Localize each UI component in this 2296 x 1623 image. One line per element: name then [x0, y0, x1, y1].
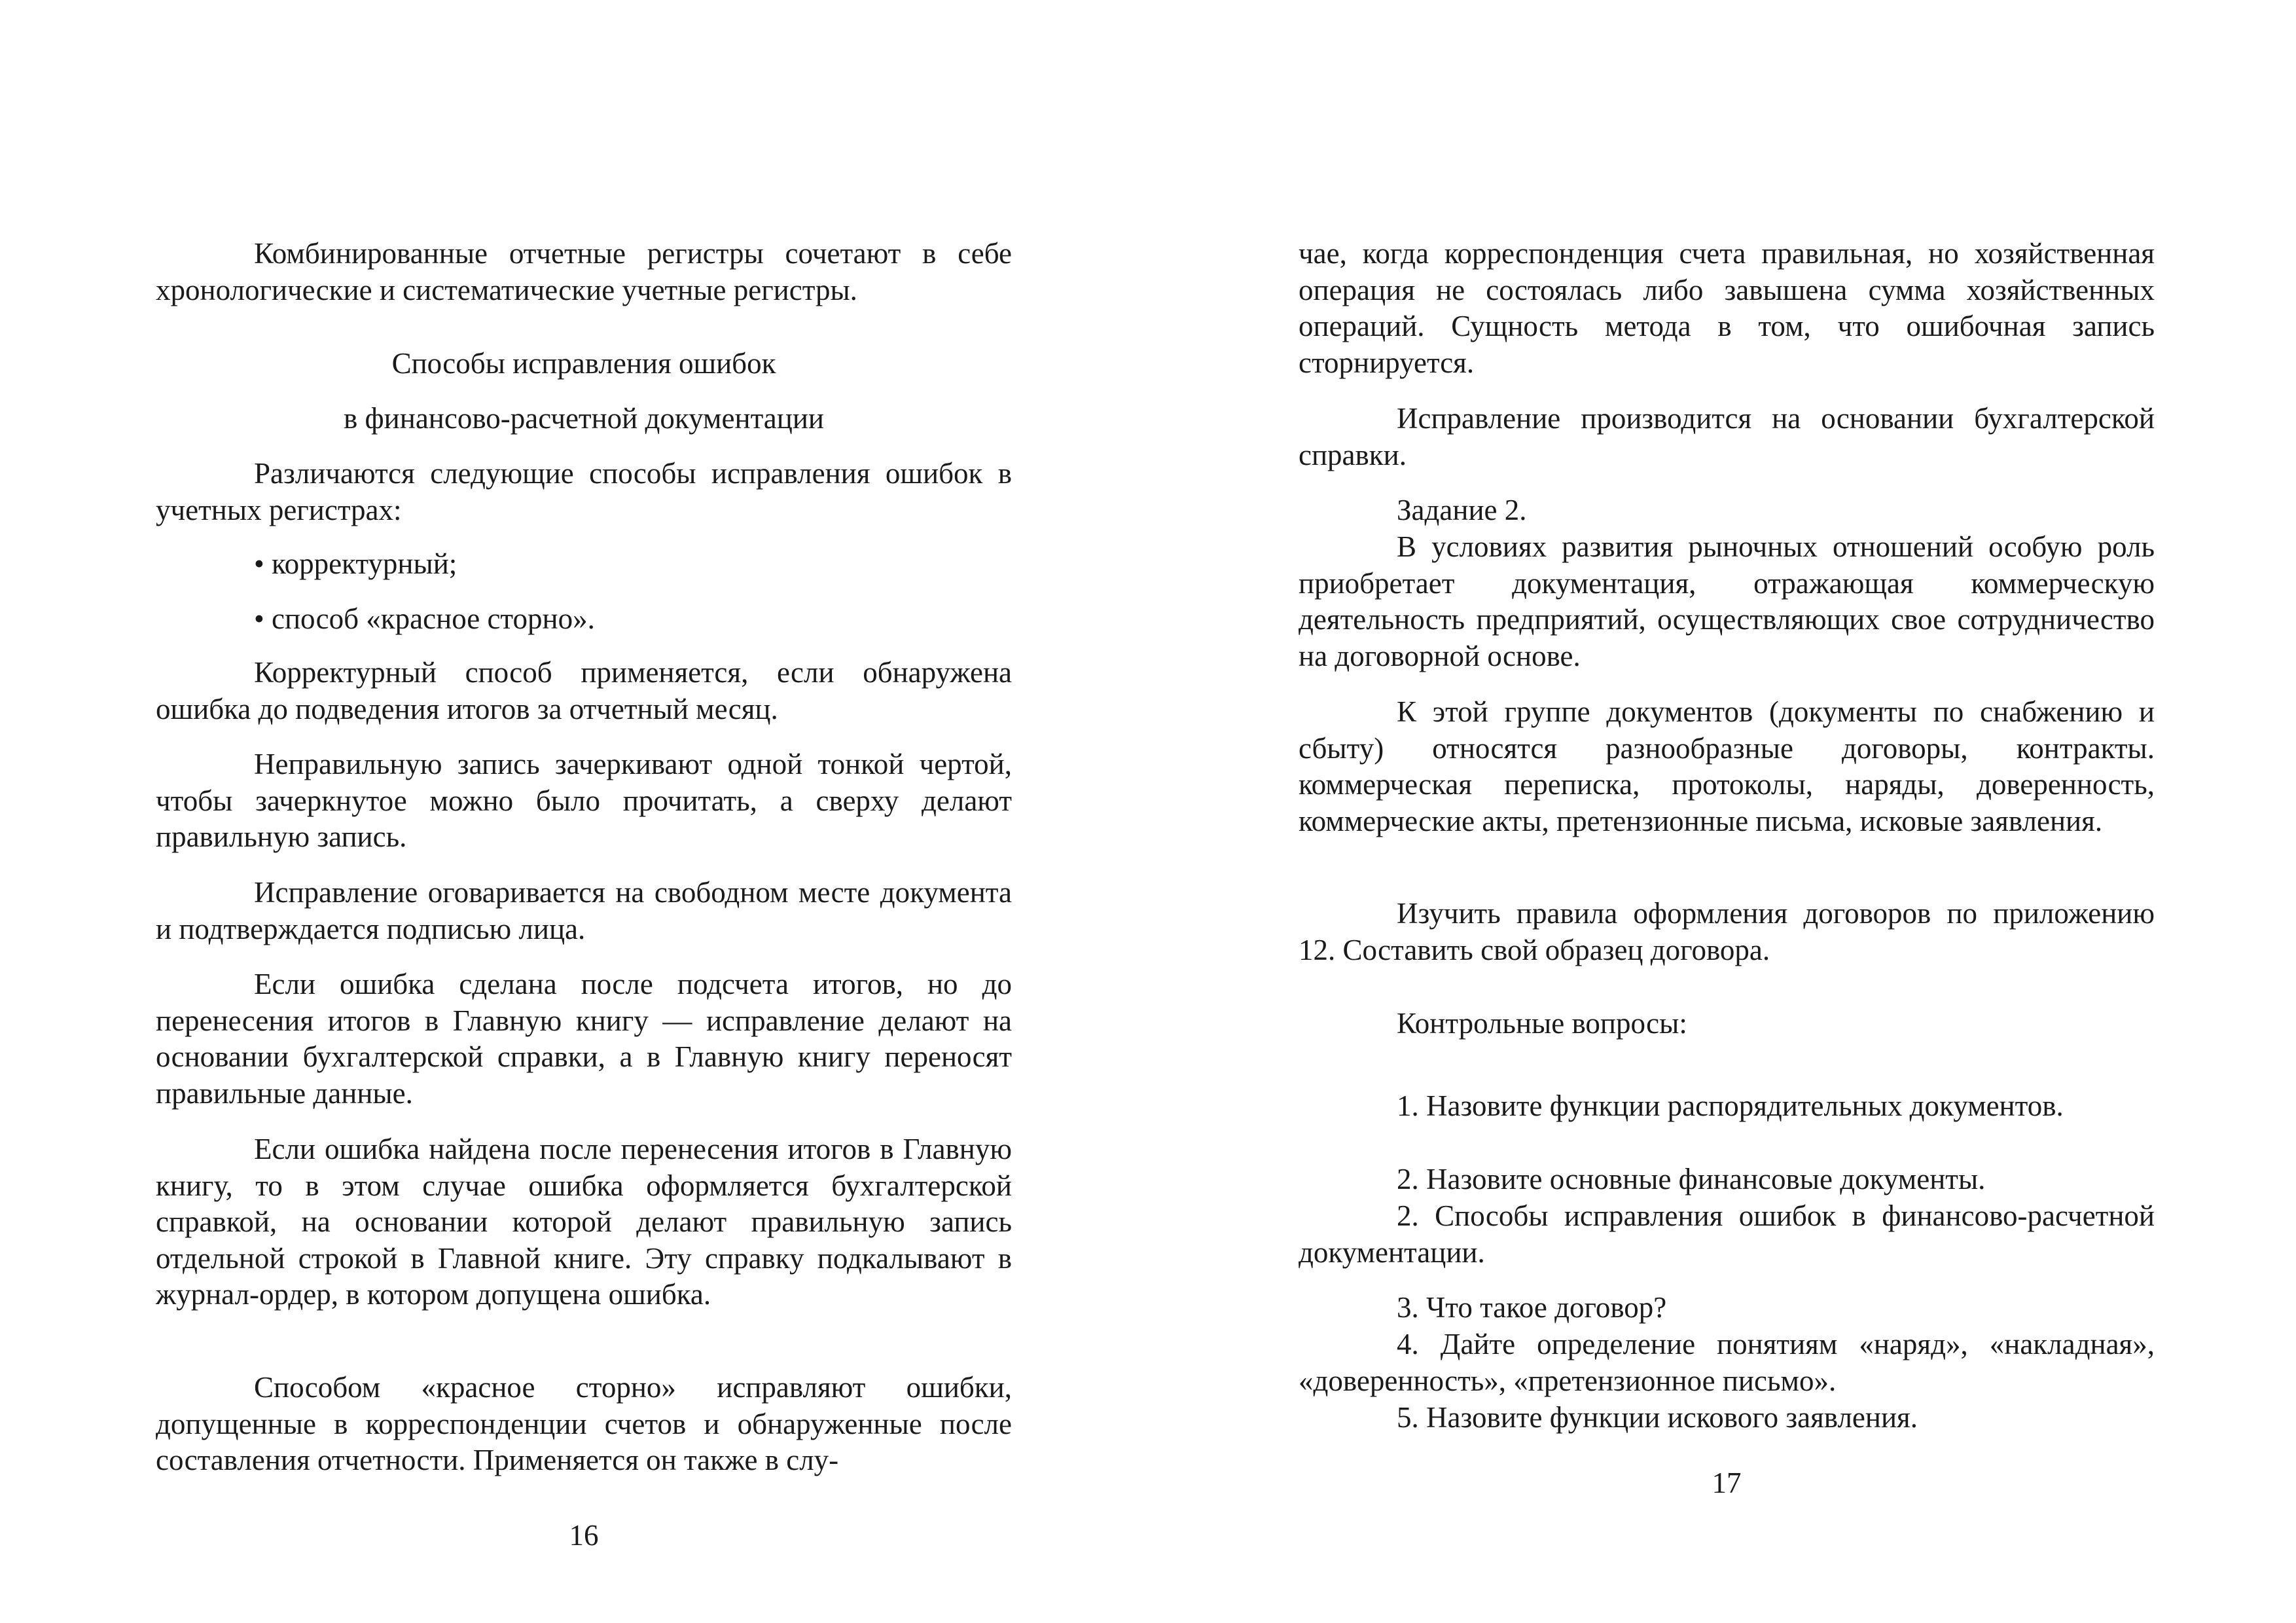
paragraph-corrective-method: Корректурный способ применяется, если обнаружена ошибка до подведения итогов за отчетный месяц.	[156, 656, 1012, 725]
paragraph-after-ledger: Если ошибка найдена после перенесения итогов в Главную книгу, то в этом случае ошибка оформляется бухгалтерской справкой, на основании которой делают правильную запись отдельной строкой в Главной книге. Эту справку подкалывают в журнал-ордер, в котором допущена ошибка.	[156, 1133, 1012, 1311]
page-number: 17	[1712, 1467, 1742, 1499]
section-heading-line1: Способы исправления ошибок	[391, 347, 776, 380]
paragraph-correction-note: Исправление оговаривается на свободном месте документа и подтверждается подписью лица.	[156, 876, 1012, 945]
page-number: 16	[569, 1519, 599, 1552]
bullet-item-corrective: • корректурный;	[254, 547, 457, 580]
paragraph-accounting-certificate: Исправление производится на основании бухгалтерской справки.	[1299, 402, 2155, 471]
paragraph-methods-intro: Различаются следующие способы исправления ошибок в учетных регистрах:	[156, 457, 1012, 526]
question-item-5: 5. Назовите функции искового заявления.	[1397, 1401, 1918, 1434]
right-page	[1299, 0, 2155, 1623]
paragraph-combined-registers: Комбинированные отчетные регистры сочетают в себе хронологические и систематические учетные регистры.	[156, 237, 1012, 306]
paragraph-storno-continued: чае, когда корреспонденция счета правильная, но хозяйственная операция не состоялась либо завышена сумма хозяйственных операций. Сущность метода в том, что ошибочная запись сторнируется.	[1299, 237, 2155, 379]
question-item-2b: 2. Способы исправления ошибок в финансово-расчетной документации.	[1299, 1199, 2155, 1269]
question-item-1: 1. Назовите функции распорядительных документов.	[1397, 1089, 2064, 1122]
left-page	[156, 0, 1012, 1623]
paragraph-after-totals: Если ошибка сделана после подсчета итогов, но до перенесения итогов в Главную книгу — исправление делают на основании бухгалтерской справки, а в Главную книгу переносят правильные данные.	[156, 968, 1012, 1110]
paragraph-document-group: К этой группе документов (документы по снабжению и сбыту) относятся разнообразные договоры, контракты. коммерческая переписка, протоколы, наряды, доверенность, коммерческие акты, претензионные письма, исковые заявления.	[1299, 695, 2155, 837]
question-item-2: 2. Назовите основные финансовые документы.	[1397, 1163, 1986, 1195]
paragraph-red-storno: Способом «красное сторно» исправляют ошибки, допущенные в корреспонденции счетов и обнаруженные после составления отчетности. Применяется он также в слу-	[156, 1371, 1012, 1476]
task-title: Задание 2.	[1397, 494, 1527, 526]
questions-title: Контрольные вопросы:	[1397, 1007, 1687, 1040]
paragraph-strikethrough: Неправильную запись зачеркивают одной тонкой чертой, чтобы зачеркнутое можно было прочитать, а сверху делают правильную запись.	[156, 748, 1012, 853]
paragraph-market-relations: В условиях развития рыночных отношений особую роль приобретает документация, отражающая коммерческую деятельность предприятий, осуществляющих свое сотрудничество на договорной основе.	[1299, 530, 2155, 672]
bullet-item-red-storno: • способ «красное сторно».	[254, 602, 595, 635]
question-item-4: 4. Дайте определение понятиям «наряд», «накладная», «доверенность», «претензионное письмо».	[1299, 1328, 2155, 1397]
question-item-3: 3. Что такое договор?	[1397, 1291, 1667, 1324]
paragraph-study-contracts: Изучить правила оформления договоров по приложению 12. Составить свой образец договора.	[1299, 897, 2155, 966]
section-heading-line2: в финансово-расчетной документации	[344, 402, 824, 435]
